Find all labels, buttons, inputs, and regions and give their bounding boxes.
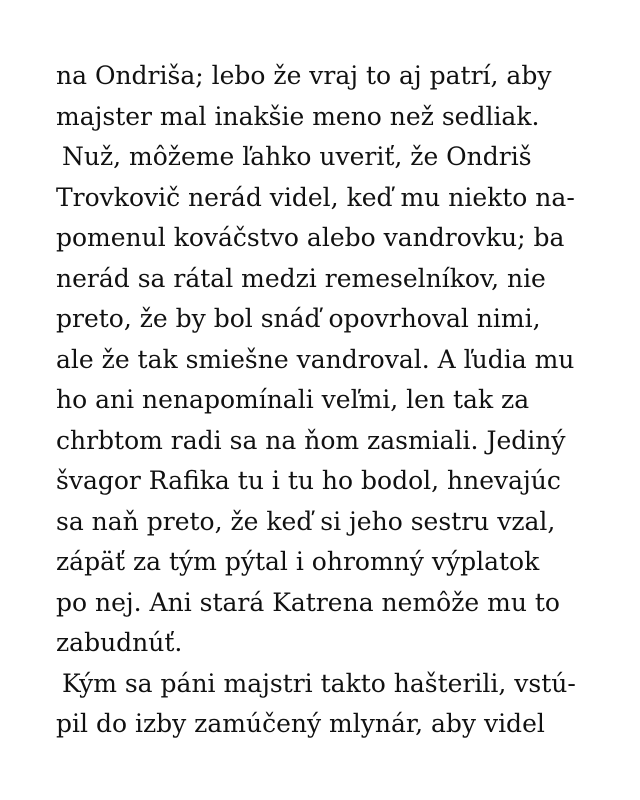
text-line-11: švagor Rafika tu i tu ho bodol, hnevajúc (56, 466, 561, 495)
text-line-9: ho ani nenapomínali veľmi, len tak za (56, 385, 530, 414)
text-line-6: nerád sa rátal medzi remeselníkov, nie (56, 263, 546, 293)
text-line-13: zápäť za tým pýtal i ohromný výplatok (56, 547, 540, 576)
text-line-1: na Ondriša; lebo že vraj to aj patrí, aby (56, 61, 552, 90)
text-line-17: pil do izby zamúčený mlynár, aby videl (56, 709, 545, 738)
text-line-8: ale že tak smiešne vandroval. A ľudia mu (56, 344, 575, 374)
text-line-16: Kým sa páni majstri takto hašterili, vstú- (62, 668, 576, 698)
page-text (56, 56, 596, 745)
text-line-2: majster mal inakšie meno než sedliak. (56, 101, 540, 131)
text-line-5: pomenul kováčstvo alebo vandrovku; ba (56, 223, 565, 252)
text-line-14: po nej. Ani stará Katrena nemôže mu to (56, 587, 560, 617)
text-line-15: zabudnúť. (56, 628, 183, 657)
text-line-10: chrbtom radi sa na ňom zasmiali. Jediný (56, 425, 566, 455)
text-line-4: Trovkovič nerád videl, keď mu niekto na- (56, 182, 575, 212)
text-line-7: preto, že by bol snáď opovrhoval nimi, (56, 304, 541, 333)
text-line-3: Nuž, môžeme ľahko uveriť, že Ondriš (62, 142, 532, 171)
text-line-12: sa naň preto, že keď si jeho sestru vzal, (56, 506, 556, 536)
